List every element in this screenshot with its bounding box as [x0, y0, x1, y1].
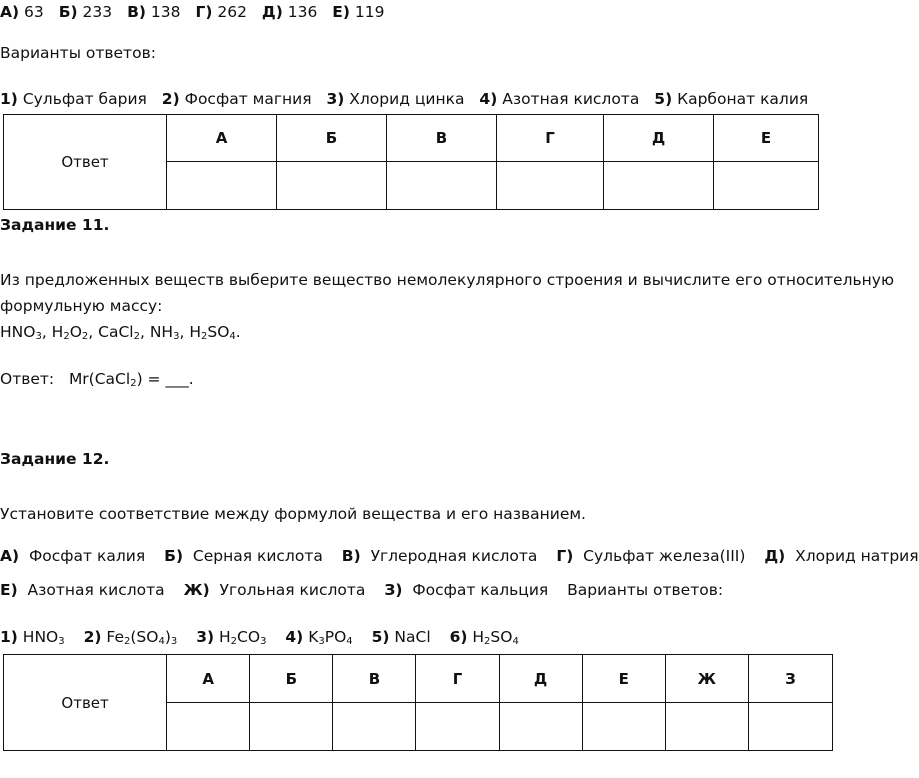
top-answers-line: [0, 2, 384, 22]
answer-letter-e: Е): [332, 3, 350, 21]
answer-cell-b[interactable]: [277, 162, 387, 210]
variant-text: Карбонат калия: [677, 90, 809, 108]
column-header-e: Е: [582, 655, 665, 703]
column-header-b: Б: [250, 655, 333, 703]
answer-value-a: 63: [24, 3, 44, 21]
answer-table-1: [3, 114, 819, 210]
column-header-e: Е: [714, 115, 819, 162]
answer-cell-d[interactable]: [499, 703, 582, 751]
column-header-a: А: [167, 115, 277, 162]
answer-blank: ) = ___.: [136, 370, 194, 388]
answer-value-b: 233: [82, 3, 113, 21]
task-11-text-line-2: формульную массу:: [0, 297, 163, 315]
answer-letter-d: Д): [261, 3, 283, 21]
answer-row-label: Ответ: [4, 655, 167, 751]
answer-cell-a[interactable]: [167, 703, 250, 751]
variant-text: Сульфат бария: [22, 90, 147, 108]
answer-label: Ответ:: [0, 370, 55, 388]
column-header-z: З: [748, 655, 832, 703]
variant-text: Азотная кислота: [502, 90, 640, 108]
variant-text: Хлорид цинка: [349, 90, 465, 108]
task-12-items-row-1: А) Фосфат калия Б) Серная кислота В) Углеродная кислота Г) Сульфат железа(III) Д) Хлорид натрия: [0, 547, 919, 565]
variant-num: 2): [161, 90, 180, 108]
task-11-formulas: $HNO_3$, $H_2O_2$, CaCl$_2$, $NH_3$, $H_2SO_4$.: [0, 323, 241, 342]
task-11-text-line-1: Из предложенных веществ выберите вещество немолекулярного строения и вычислите его относительную: [0, 271, 894, 289]
variant-num: 4): [479, 90, 498, 108]
variant-text: Фосфат магния: [184, 90, 312, 108]
variants-heading-2: Варианты ответов:: [567, 581, 724, 599]
variant-num: 5): [654, 90, 673, 108]
answer-cell-g[interactable]: [416, 703, 499, 751]
task-12-variants: 1) $HNO_3$ 2) $Fe_2(SO_4)_3$ 3) $H_2CO_3$ 4) $K_3PO_4$ 5) NaCl 6) $H_2SO_4$: [0, 628, 519, 647]
task-12-title: Задание 12.: [0, 450, 110, 468]
answer-table-2: [3, 654, 833, 751]
answer-value-g: 262: [217, 3, 247, 21]
column-header-g: Г: [416, 655, 499, 703]
column-header-d: Д: [499, 655, 582, 703]
answer-letter-a: А): [0, 3, 20, 21]
column-header-v: В: [387, 115, 497, 162]
answer-value-e: 119: [354, 3, 385, 21]
answer-row-label: Ответ: [4, 115, 167, 210]
answer-cell-e[interactable]: [714, 162, 819, 210]
variants-heading-1: Варианты ответов:: [0, 44, 156, 62]
answer-letter-v: В): [127, 3, 146, 21]
variant-num: 1): [0, 90, 18, 108]
column-header-zh: Ж: [665, 655, 748, 703]
answer-cell-a[interactable]: [167, 162, 277, 210]
answer-cell-g[interactable]: [497, 162, 604, 210]
answer-cell-zh[interactable]: [665, 703, 748, 751]
task-11-title: Задание 11.: [0, 216, 110, 234]
column-header-v: В: [333, 655, 416, 703]
task-11-answer: Ответ: Mr(CaCl$_2$) = ___.: [0, 370, 194, 389]
column-header-b: Б: [277, 115, 387, 162]
answer-value-v: 138: [150, 3, 181, 21]
answer-cell-v[interactable]: [333, 703, 416, 751]
answer-cell-b[interactable]: [250, 703, 333, 751]
variants-list-1: [0, 89, 808, 109]
answer-letter-b: Б): [58, 3, 78, 21]
column-header-d: Д: [604, 115, 714, 162]
column-header-a: А: [167, 655, 250, 703]
answer-letter-g: Г): [195, 3, 213, 21]
answer-cell-v[interactable]: [387, 162, 497, 210]
task-12-items-row-2: Е) Азотная кислота Ж) Угольная кислота З) Фосфат кальция Варианты ответов:: [0, 581, 724, 599]
answer-expression: Mr(CaCl: [68, 370, 131, 388]
task-12-text: Установите соответствие между формулой вещества и его названием.: [0, 505, 586, 523]
answer-value-d: 136: [287, 3, 318, 21]
answer-cell-e[interactable]: [582, 703, 665, 751]
variant-num: 3): [326, 90, 345, 108]
answer-cell-d[interactable]: [604, 162, 714, 210]
answer-cell-z[interactable]: [748, 703, 832, 751]
column-header-g: Г: [497, 115, 604, 162]
